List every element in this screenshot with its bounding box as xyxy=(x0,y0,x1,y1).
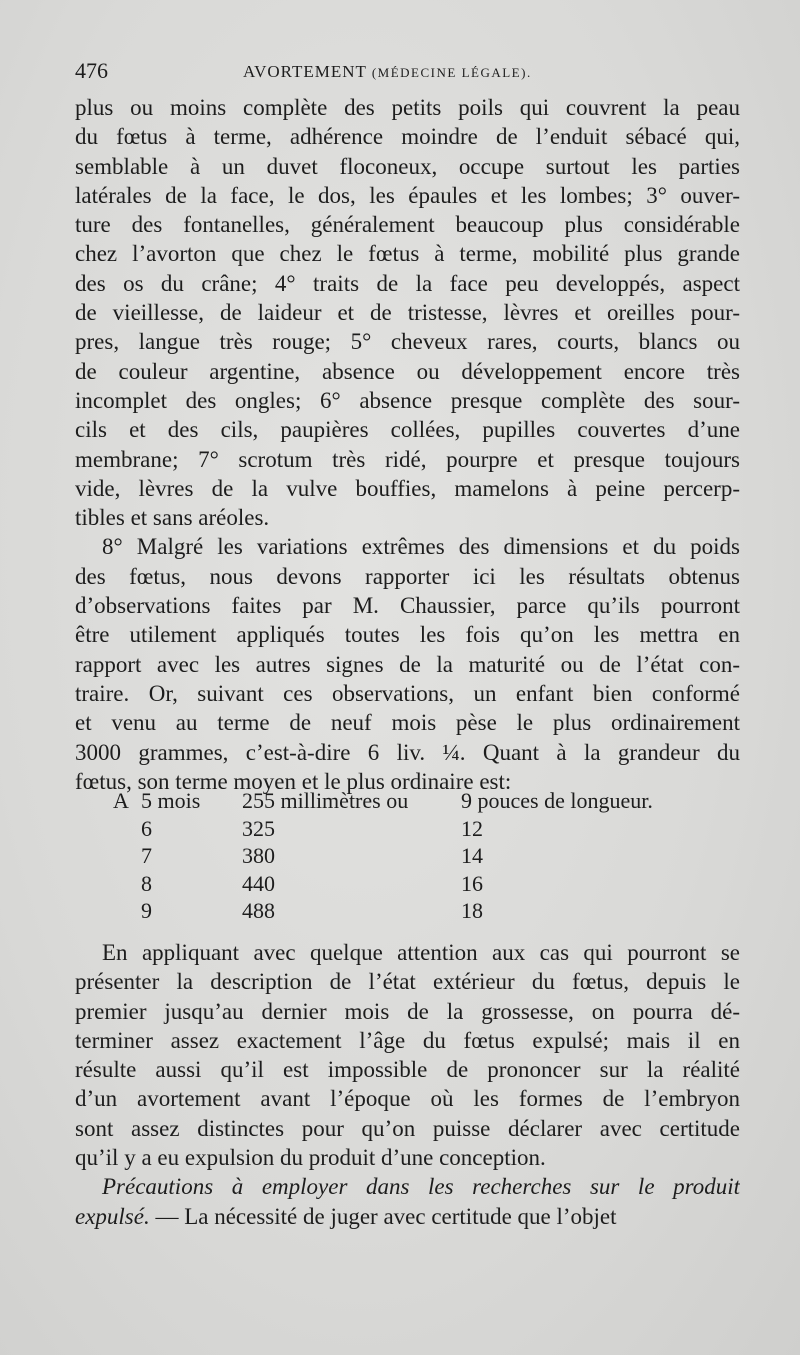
table-cell-months: 6 xyxy=(141,815,152,841)
table-cell-months: 5 mois xyxy=(141,788,201,813)
table-cell-pouces: 9 pouces de longueur. xyxy=(461,788,653,813)
running-head xyxy=(243,62,532,82)
table-row xyxy=(75,815,740,843)
text-line: résulte aussi qu’il est impossible de prononcer sur la réalité xyxy=(75,1057,740,1083)
table-cell-months: 8 xyxy=(141,870,152,896)
table-cell-pouces: 18 xyxy=(461,898,483,923)
text-line: cils et des cils, paupières collées, pupilles couvertes d’une xyxy=(75,417,740,443)
table-row xyxy=(75,897,740,925)
text-line xyxy=(75,1202,740,1231)
text-line: chez l’avorton que chez le fœtus à terme, mobilité plus grande xyxy=(75,241,740,267)
table-cell-pouces: 12 xyxy=(461,815,483,841)
text-line: des os du crâne; 4° traits de la face peu developpés, aspect xyxy=(75,270,740,296)
running-head-title: AVORTEMENT xyxy=(243,62,367,81)
section-heading-end: expulsé. xyxy=(75,1203,150,1229)
table-cell-pouces: 14 xyxy=(461,843,483,868)
text-line: présenter la description de l’état extérieur du fœtus, depuis le xyxy=(75,969,740,995)
text-line: terminer assez exactement l’âge du fœtus expulsé; mais il en xyxy=(75,1027,740,1053)
text-line: tibles et sans aréoles. xyxy=(75,505,270,531)
table-row xyxy=(75,787,740,815)
table-row xyxy=(75,842,740,870)
text-line: sont assez distinctes pour qu’on puisse déclarer avec certitude xyxy=(75,1115,740,1141)
table-cell-months: 9 xyxy=(141,898,152,923)
text-line: 8° Malgré les variations extrêmes des dimensions et du poids xyxy=(102,534,740,560)
paragraph-1 xyxy=(75,93,740,532)
section-heading-line: Précautions à employer dans les recherches sur le produit xyxy=(102,1174,740,1200)
table-cell-pouces: 16 xyxy=(461,870,483,896)
text-line: de couleur argentine, absence ou développement encore très xyxy=(75,358,740,384)
table-cell-millimeters: 325 xyxy=(242,815,275,841)
text-line: du fœtus à terme, adhérence moindre de l’enduit sébacé qui, xyxy=(75,124,740,150)
paragraph-2 xyxy=(75,532,740,796)
text-line: premier jusqu’au dernier mois de la grossesse, on pourra dé- xyxy=(75,998,740,1024)
paragraph-4 xyxy=(75,1172,740,1231)
table-cell-prefix: A xyxy=(113,788,129,813)
table-row xyxy=(75,870,740,898)
text-line: incomplet des ongles; 6° absence presque complète des sour- xyxy=(75,387,740,413)
text-line: membrane; 7° scrotum très ridé, pourpre et presque toujours xyxy=(75,446,740,472)
text-line: être utilement appliqués toutes les fois qu’on les mettra en xyxy=(75,622,740,648)
text-line: plus ou moins complète des petits poils qui couvrent la peau xyxy=(75,95,740,120)
text-fragment: — La nécessité de juger avec certitude que l’objet xyxy=(149,1203,617,1229)
text-line: vide, lèvres de la vulve bouffies, mamelons à peine percerp- xyxy=(75,475,740,501)
text-line: fœtus, son terme moyen et le plus ordinaire est: xyxy=(75,768,512,794)
text-line: d’un avortement avant l’époque où les formes de l’embryon xyxy=(75,1086,740,1112)
page-header xyxy=(75,58,740,90)
paragraph-3 xyxy=(75,938,740,1172)
text-line: 3000 grammes, c’est-à-dire 6 liv. ¼. Quant à la grandeur du xyxy=(75,739,740,765)
text-line: de vieillesse, de laideur et de tristesse, lèvres et oreilles pour- xyxy=(75,300,740,326)
table-cell-millimeters: 440 xyxy=(242,870,275,896)
text-line: semblable à un duvet floconeux, occupe surtout les parties xyxy=(75,153,740,179)
table-cell-millimeters: 255 millimètres ou xyxy=(242,788,409,813)
text-line: traire. Or, suivant ces observations, un enfant bien conformé xyxy=(75,680,740,706)
body-text-top xyxy=(75,93,740,796)
running-head-subtitle: (MÉDECINE LÉGALE). xyxy=(371,65,532,80)
text-line: pres, langue très rouge; 5° cheveux rares, courts, blancs ou xyxy=(75,329,740,355)
text-line: En appliquant avec quelque attention aux cas qui pourront se xyxy=(102,940,740,965)
table-cell-months: 7 xyxy=(141,843,152,868)
text-line: rapport avec les autres signes de la maturité ou de l’état con- xyxy=(75,651,740,677)
body-text-bottom xyxy=(75,938,740,1231)
text-line: ture des fontanelles, généralement beaucoup plus considérable xyxy=(75,212,740,238)
table-cell-millimeters: 380 xyxy=(242,843,275,868)
text-line: latérales de la face, le dos, les épaules et les lombes; 3° ouver- xyxy=(75,182,740,208)
page-number: 476 xyxy=(75,58,108,83)
size-table xyxy=(75,787,740,925)
table-cell-millimeters: 488 xyxy=(242,898,275,923)
text-line: d’observations faites par M. Chaussier, parce qu’ils pourront xyxy=(75,593,740,619)
text-line: et venu au terme de neuf mois pèse le plus ordinairement xyxy=(75,710,740,736)
text-line: des fœtus, nous devons rapporter ici les résultats obtenus xyxy=(75,563,740,589)
text-line: qu’il y a eu expulsion du produit d’une conception. xyxy=(75,1145,546,1171)
